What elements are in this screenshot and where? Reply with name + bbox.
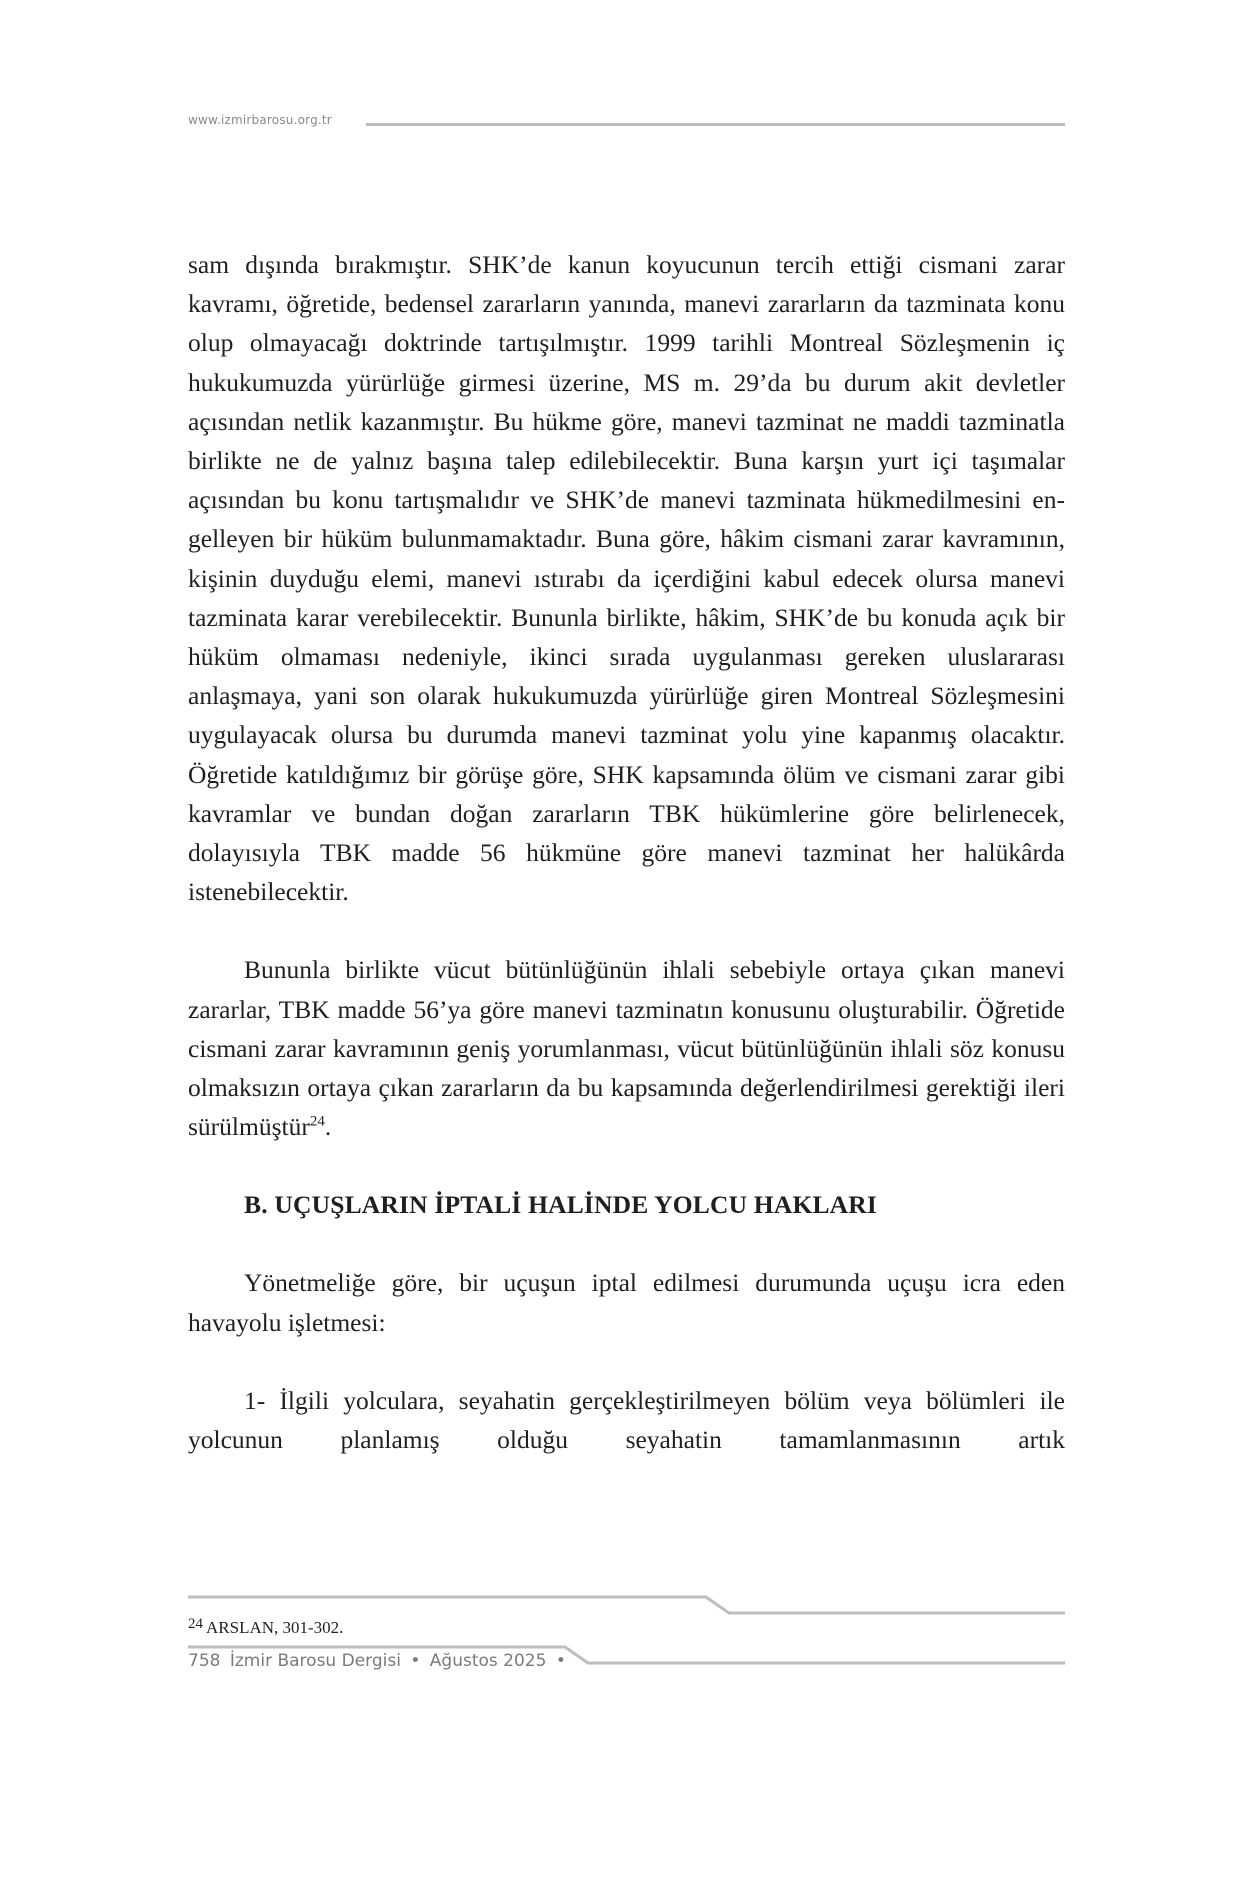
header-url: www.izmirbarosu.org.tr xyxy=(188,113,332,127)
footnote-number: 24 xyxy=(188,1616,203,1632)
running-footer xyxy=(188,1650,570,1672)
journal-name: İzmir Barosu Dergisi xyxy=(229,1651,401,1671)
paragraph-trailing: . xyxy=(324,1112,332,1142)
running-header xyxy=(188,112,1065,132)
article-body xyxy=(188,245,1065,1459)
footnote-text: ARSLAN, 301-302. xyxy=(206,1618,344,1637)
footnote-reference[interactable]: 24 xyxy=(309,1113,325,1130)
footnote-24 xyxy=(188,1617,343,1640)
paragraph xyxy=(188,950,1065,1146)
list-item-paragraph: 1- İlgili yolculara, seyahatin gerçekleştirilmeyen bölüm veya bölümleri ile yolcunun planlamış olduğu seyahatin tamamlanmasının artık xyxy=(188,1385,1065,1455)
footer-trailing-bullet: • xyxy=(555,1651,566,1671)
paragraph-text: Bununla birlikte vücut bütünlüğünün ihlali sebebiyle ortaya çıkan manevi zararlar, TBK madde 56’ya göre manevi tazminatın konusunu oluşturabilir. Öğretide cismani zarar kavramının geniş yorumlanması, vücut bütünlüğünün ihlali söz konusu olmaksızın ortaya çıkan zararların da bu kapsamında değerlendirilmesi gerektiği ileri sürülmüştür xyxy=(188,955,1065,1142)
page-number: 758 xyxy=(188,1651,221,1671)
paragraph: Yönetmeliğe göre, bir uçuşun iptal edilmesi durumunda uçuşu icra eden havayolu işletmesi: xyxy=(188,1268,1065,1337)
footer-bullet: • xyxy=(410,1651,421,1671)
paragraph-continued: sam dışında bırakmıştır. SHK’de kanun koyucunun tercih ettiği cismani zarar kavramı, öğretide, bedensel zararların yanında, manevi zararların da tazminata konu olup olmayacağı doktrinde tartışılmıştır. 1999 tarihli Montreal Sözleşmenin iç hukukumuzda yürürlüğe girmesi üzerine, MS m. 29’da bu durum akit devletler açısından netlik kazanmıştır. Bu hükme göre, manevi tazminat ne maddi tazminatla birlikte ne de yalnız başına talep edilebilecektir. Buna karşın yurt içi taşımalar açısından bu konu tartışmalıdır ve SHK’de manevi tazminata hükmedilmesini engelleyen bir hüküm bulunmamaktadır. Buna göre, hâkim cismani zarar kavramının, kişinin duyduğu elemi, manevi ıstırabı da içerdiğini kabul edecek olursa manevi tazminata karar verebilecektir. Bununla birlikte, hâkim, SHK’de bu konuda açık bir hüküm olmaması nedeniyle, ikinci sırada uygulanması gereken uluslararası anlaşmaya, yani son olarak hukukumuzda yürürlüğe giren Montreal Sözleşmesini uygulayacak olursa bu durumda manevi tazminat yolu yine kapanmış olacaktır. Öğretide katıldığımız bir görüşe göre, SHK kapsamında ölüm ve cismani zarar gibi kavramlar ve bundan doğan zararların TBK hükümlerine göre belirlenecek, dolayısıyla TBK madde 56 hükmüne göre manevi tazminat her halükârda istenebilecektir. xyxy=(188,250,1065,907)
header-rule xyxy=(366,123,1065,126)
section-heading: B. UÇUŞLARIN İPTALİ HALİNDE YOLCU HAKLARI xyxy=(244,1190,878,1220)
issue-date: Ağustos 2025 xyxy=(429,1651,547,1671)
